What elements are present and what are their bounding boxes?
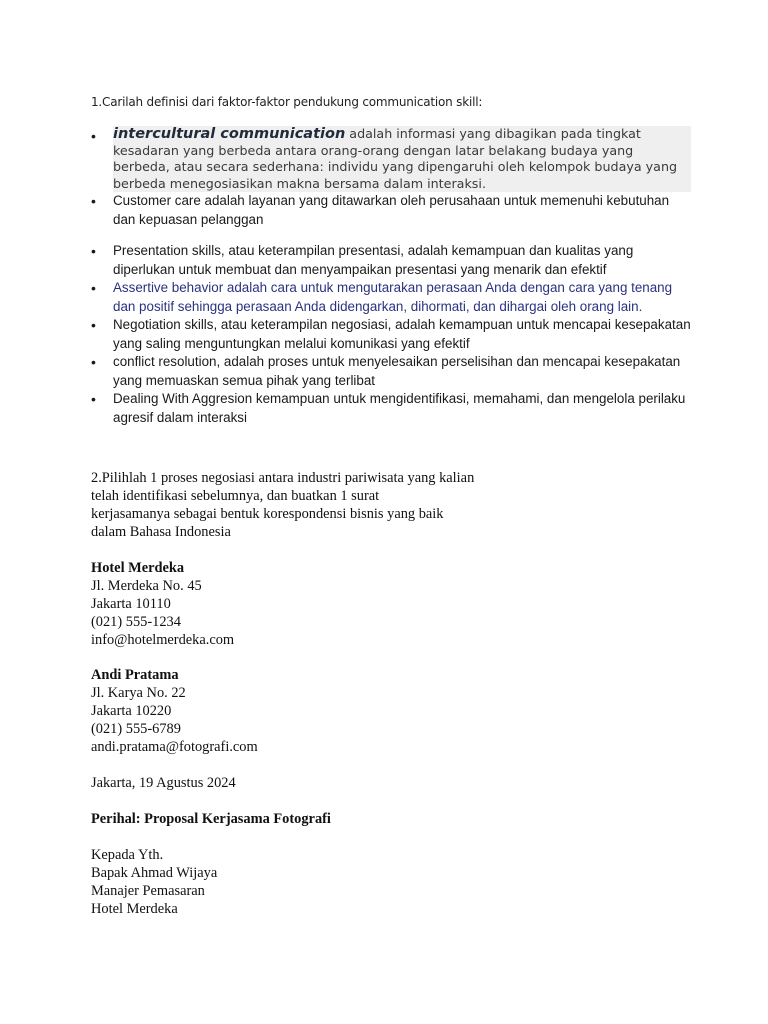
bullet-icon: • xyxy=(91,317,96,333)
letter-date: Jakarta, 19 Agustus 2024 xyxy=(91,775,236,791)
sender-email: info@hotelmerdeka.com xyxy=(91,632,235,648)
list-item xyxy=(91,316,691,353)
sender-name: Hotel Merdeka xyxy=(91,560,185,576)
question-2-line: kerjasamanya sebagai bentuk korespondensi bisnis yang baik xyxy=(91,506,444,522)
bullet-icon: • xyxy=(91,280,96,296)
definition-text: Assertive behavior adalah cara untuk mengutarakan perasaan Anda dengan cara yang tenang dan positif sehingga perasaan Anda didengarkan, dihormati, dan dihargai oleh orang lain. xyxy=(113,280,673,314)
bullet-icon: • xyxy=(91,391,96,407)
addressee-name: Bapak Ahmad Wijaya xyxy=(91,865,218,881)
contact-address: Jl. Karya No. 22 xyxy=(91,685,186,701)
definition-text: Dealing With Aggresion kemampuan untuk mengidentifikasi, memahami, dan mengelola perilaku agresif dalam interaksi xyxy=(113,391,686,425)
bullet-icon: • xyxy=(91,193,96,209)
definition-text: adalah informasi yang dibagikan pada tingkat kesadaran yang berbeda antara orang-orang dengan latar belakang budaya yang berbeda, atau secara sederhana: individu yang dipengaruhi oleh kelompok budaya yang berbeda menegosiasikan makna bersama dalam interaksi. xyxy=(113,126,678,191)
definition-text: Negotiation skills, atau keterampilan negosiasi, adalah kemampuan untuk mencapai kesepakatan yang saling menguntungkan melalui komunikasi yang efektif xyxy=(113,317,691,351)
addressee-block xyxy=(91,846,217,918)
list-item xyxy=(91,126,691,192)
contact-name: Andi Pratama xyxy=(91,667,179,683)
contact-email: andi.pratama@fotografi.com xyxy=(91,739,258,755)
factor-list xyxy=(91,126,691,427)
list-item xyxy=(91,192,691,229)
list-item xyxy=(91,242,691,279)
sender-block xyxy=(91,559,234,649)
bullet-icon: • xyxy=(91,128,96,144)
bullet-icon: • xyxy=(91,243,96,259)
contact-phone: (021) 555-6789 xyxy=(91,721,181,737)
addressee-salutation: Kepada Yth. xyxy=(91,847,164,863)
contact-block xyxy=(91,666,258,756)
definition-text: conflict resolution, adalah proses untuk menyelesaikan perselisihan dan mencapai kesepakatan yang memuaskan semua pihak yang terlibat xyxy=(113,354,681,388)
list-item xyxy=(91,353,691,390)
question-2-line: telah identifikasi sebelumnya, dan buatkan 1 surat xyxy=(91,488,380,504)
sender-phone: (021) 555-1234 xyxy=(91,614,181,630)
definition-text: Customer care adalah layanan yang ditawarkan oleh perusahaan untuk memenuhi kebutuhan dan kepuasan pelanggan xyxy=(113,193,670,227)
list-item xyxy=(91,390,691,427)
addressee-org: Hotel Merdeka xyxy=(91,901,178,917)
highlighted-definition xyxy=(113,126,691,192)
letter-subject: Perihal: Proposal Kerjasama Fotografi xyxy=(91,811,331,827)
question-1: 1.Carilah definisi dari faktor-faktor pendukung communication skill: xyxy=(91,95,483,109)
list-item xyxy=(91,279,691,316)
question-2 xyxy=(91,469,474,541)
question-2-line: dalam Bahasa Indonesia xyxy=(91,524,231,540)
addressee-title: Manajer Pemasaran xyxy=(91,883,205,899)
contact-city: Jakarta 10220 xyxy=(91,703,172,719)
sender-city: Jakarta 10110 xyxy=(91,596,171,612)
term-intercultural: intercultural communication xyxy=(113,126,346,142)
sender-address: Jl. Merdeka No. 45 xyxy=(91,578,202,594)
bullet-icon: • xyxy=(91,354,96,370)
question-2-line: 2.Pilihlah 1 proses negosiasi antara industri pariwisata yang kalian xyxy=(91,470,475,486)
definition-text: Presentation skills, atau keterampilan presentasi, adalah kemampuan dan kualitas yang diperlukan untuk membuat dan menyampaikan presentasi yang menarik dan efektif xyxy=(113,243,634,277)
